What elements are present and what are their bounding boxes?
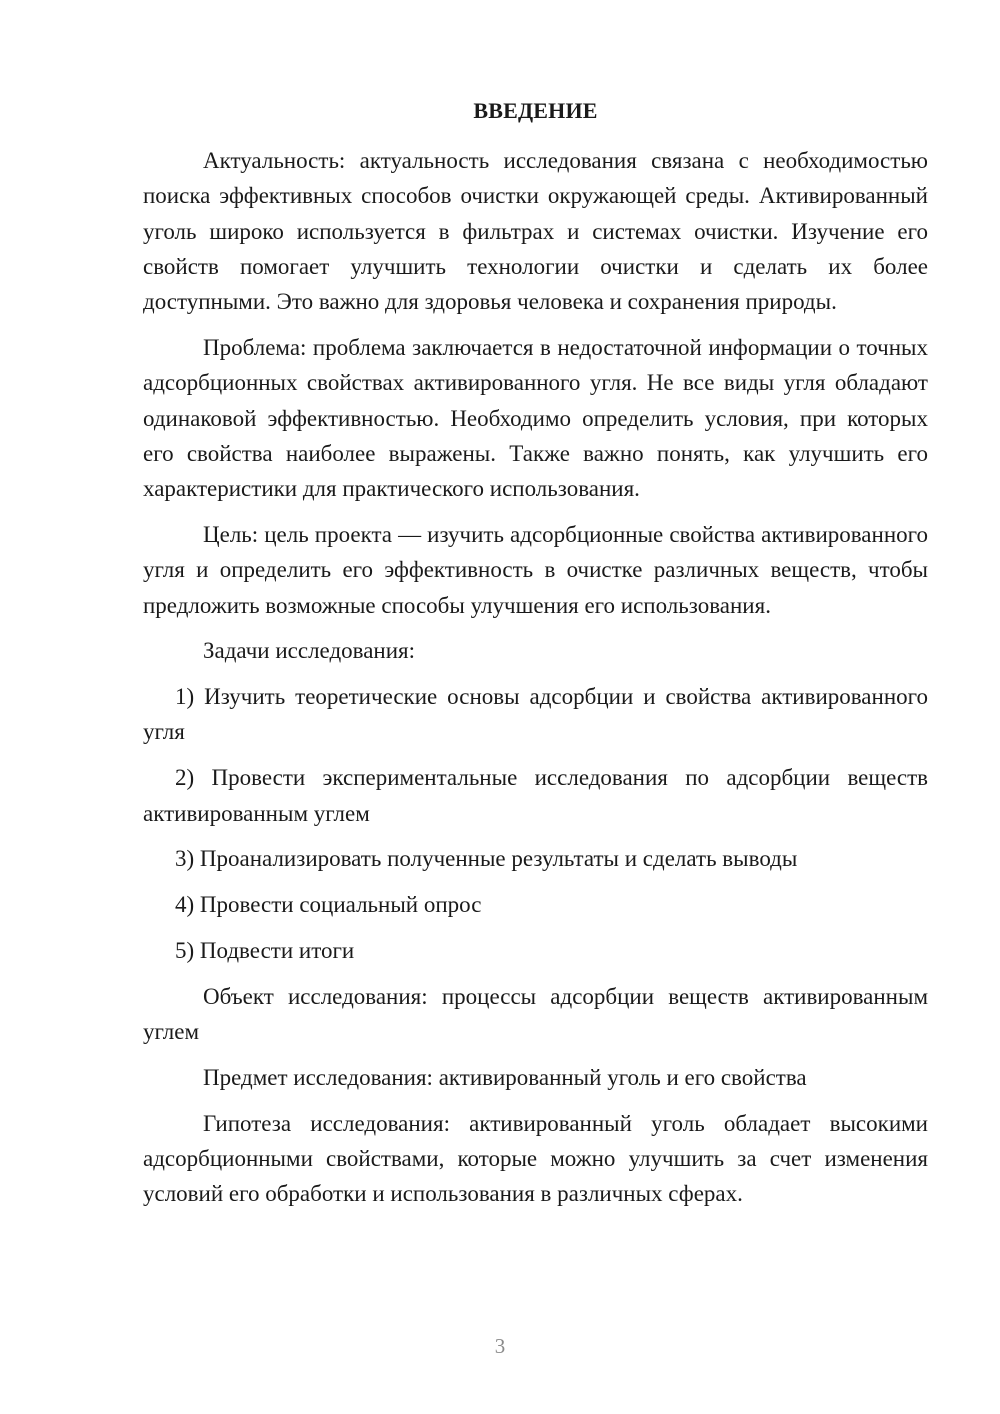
list-item-task-4: 4) Провести социальный опрос: [175, 892, 482, 918]
paragraph-problem: Проблема: проблема заключается в недостаточной информации о точных адсорбционных свойствах активированного угля. Не все виды угля обладают одинаковой эффективностью. Необходимо определить условия, при которых его свойства наиболее выражены. Также важно понять, как улучшить его характеристики для практического использования.: [143, 334, 928, 502]
section-title: ВВЕДЕНИЕ: [473, 98, 598, 123]
paragraph-relevance: Актуальность: актуальность исследования связана с необходимостью поиска эффективных способов очистки окружающей среды. Активированный уголь широко используется в фильтрах и системах очистки. Изучение его свойств помогает улучшить технологии очистки и сделать их более доступными. Это важно для здоровья человека и сохранения природы.: [143, 148, 928, 315]
paragraph-tasks-heading: Задачи исследования:: [203, 638, 416, 664]
paragraph-goal: Цель: цель проекта — изучить адсорбционные свойства активированного угля и определить его эффективность в очистке различных веществ, чтобы предложить возможные способы улучшения его использования.: [143, 521, 928, 618]
list-item-task-1: 1) Изучить теоретические основы адсорбции и свойства активированного угля: [143, 684, 928, 745]
document-body: [143, 143, 928, 1222]
paragraph-subject: Предмет исследования: активированный уголь и его свойства: [203, 1064, 807, 1090]
list-item-task-3: 3) Проанализировать полученные результаты и сделать выводы: [175, 846, 798, 872]
paragraph-hypothesis: Гипотеза исследования: активированный уголь обладает высокими адсорбционными свойствами, которые можно улучшить за счет изменения условий его обработки и использования в различных сферах.: [143, 1110, 928, 1207]
list-item-task-5: 5) Подвести итоги: [175, 937, 355, 963]
paragraph-object: Объект исследования: процессы адсорбции веществ активированным углем: [143, 983, 928, 1045]
page-number: 3: [494, 1334, 506, 1358]
list-item-task-2: 2) Провести экспериментальные исследования по адсорбции веществ активированным углем: [143, 765, 928, 826]
